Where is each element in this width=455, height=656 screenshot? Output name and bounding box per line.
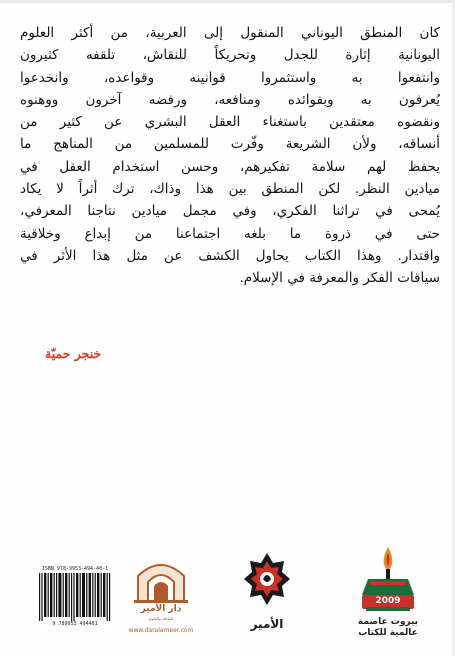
publisher-emblem-logo [244, 551, 290, 641]
dar-al-amir-logo [120, 554, 202, 640]
author-signature: خنجر حميّة [45, 346, 102, 361]
octagon-star-icon [244, 551, 290, 615]
blurb-line: اليونانية إثارة للجدل وتحريكاً للنقاش، تلقفه كثيرون [20, 47, 440, 64]
beirut-book-capital-logo [348, 545, 428, 641]
publisher-name: دار الأمير [140, 604, 182, 614]
blurb-line: ميادين النظر. لكن المنطق بين هذا وذاك، ترك أثراً لا يكاد [20, 181, 440, 198]
blurb-text [20, 22, 440, 290]
arch-building-icon [120, 554, 202, 604]
blurb-line: سياقات الفكر والمعرفة في الإسلام. [239, 270, 440, 287]
blurb-line: يُعرفون به وبفوائده ومنافعه، ورفضه آخرون ووهنوه [20, 91, 440, 108]
blurb-line: واقتدار. وهذا الكتاب يحاول الكشف عن مثل هذا الأثر في [20, 247, 440, 264]
beirut-caption-line1: بيروت عاصمة [357, 617, 419, 627]
blurb-line: أنساقه، ولأن الشريعة وفّرت للمسلمين من المناهج ما [20, 136, 440, 153]
blurb-line: يُمحى في تراثنا الفكري، وفي مجمل ميادين نتاجنا المعرفي، [20, 203, 440, 220]
blurb-line: يحفظ لهم سلامة تفكيرهم، وحسن استخدام العقل في [20, 158, 440, 175]
blurb-line: ونقضوه معتقدين باستغناء العقل البشري عن كثير من [20, 114, 440, 131]
publisher-url: www.daralameer.com [128, 627, 194, 634]
barcode-icon [35, 573, 115, 621]
beirut-caption-line2: عالمية للكتاب [358, 628, 418, 638]
publisher-tagline: للثقافة والعلوم [148, 616, 174, 621]
blurb-line: حتى في ذروة ما بلغه اجتماعنا من إبداع وخلاقية [20, 225, 440, 242]
year-label: 2009 [375, 596, 401, 606]
isbn-label: ISBN 978-9953-494-40-1 [41, 566, 109, 572]
top-edge [0, 0, 455, 3]
emblem-caption: الأمير [250, 617, 284, 631]
isbn-barcode [35, 566, 115, 630]
isbn-digits: 9 789953 494401 [52, 621, 98, 627]
blurb-line: كان المنطق اليوناني المنقول إلى العربية، من أكثر العلوم [20, 25, 440, 41]
blurb-line: وانتفعوا به واستثمروا قوانينه وقواعده، وانخدعوا [20, 69, 440, 86]
